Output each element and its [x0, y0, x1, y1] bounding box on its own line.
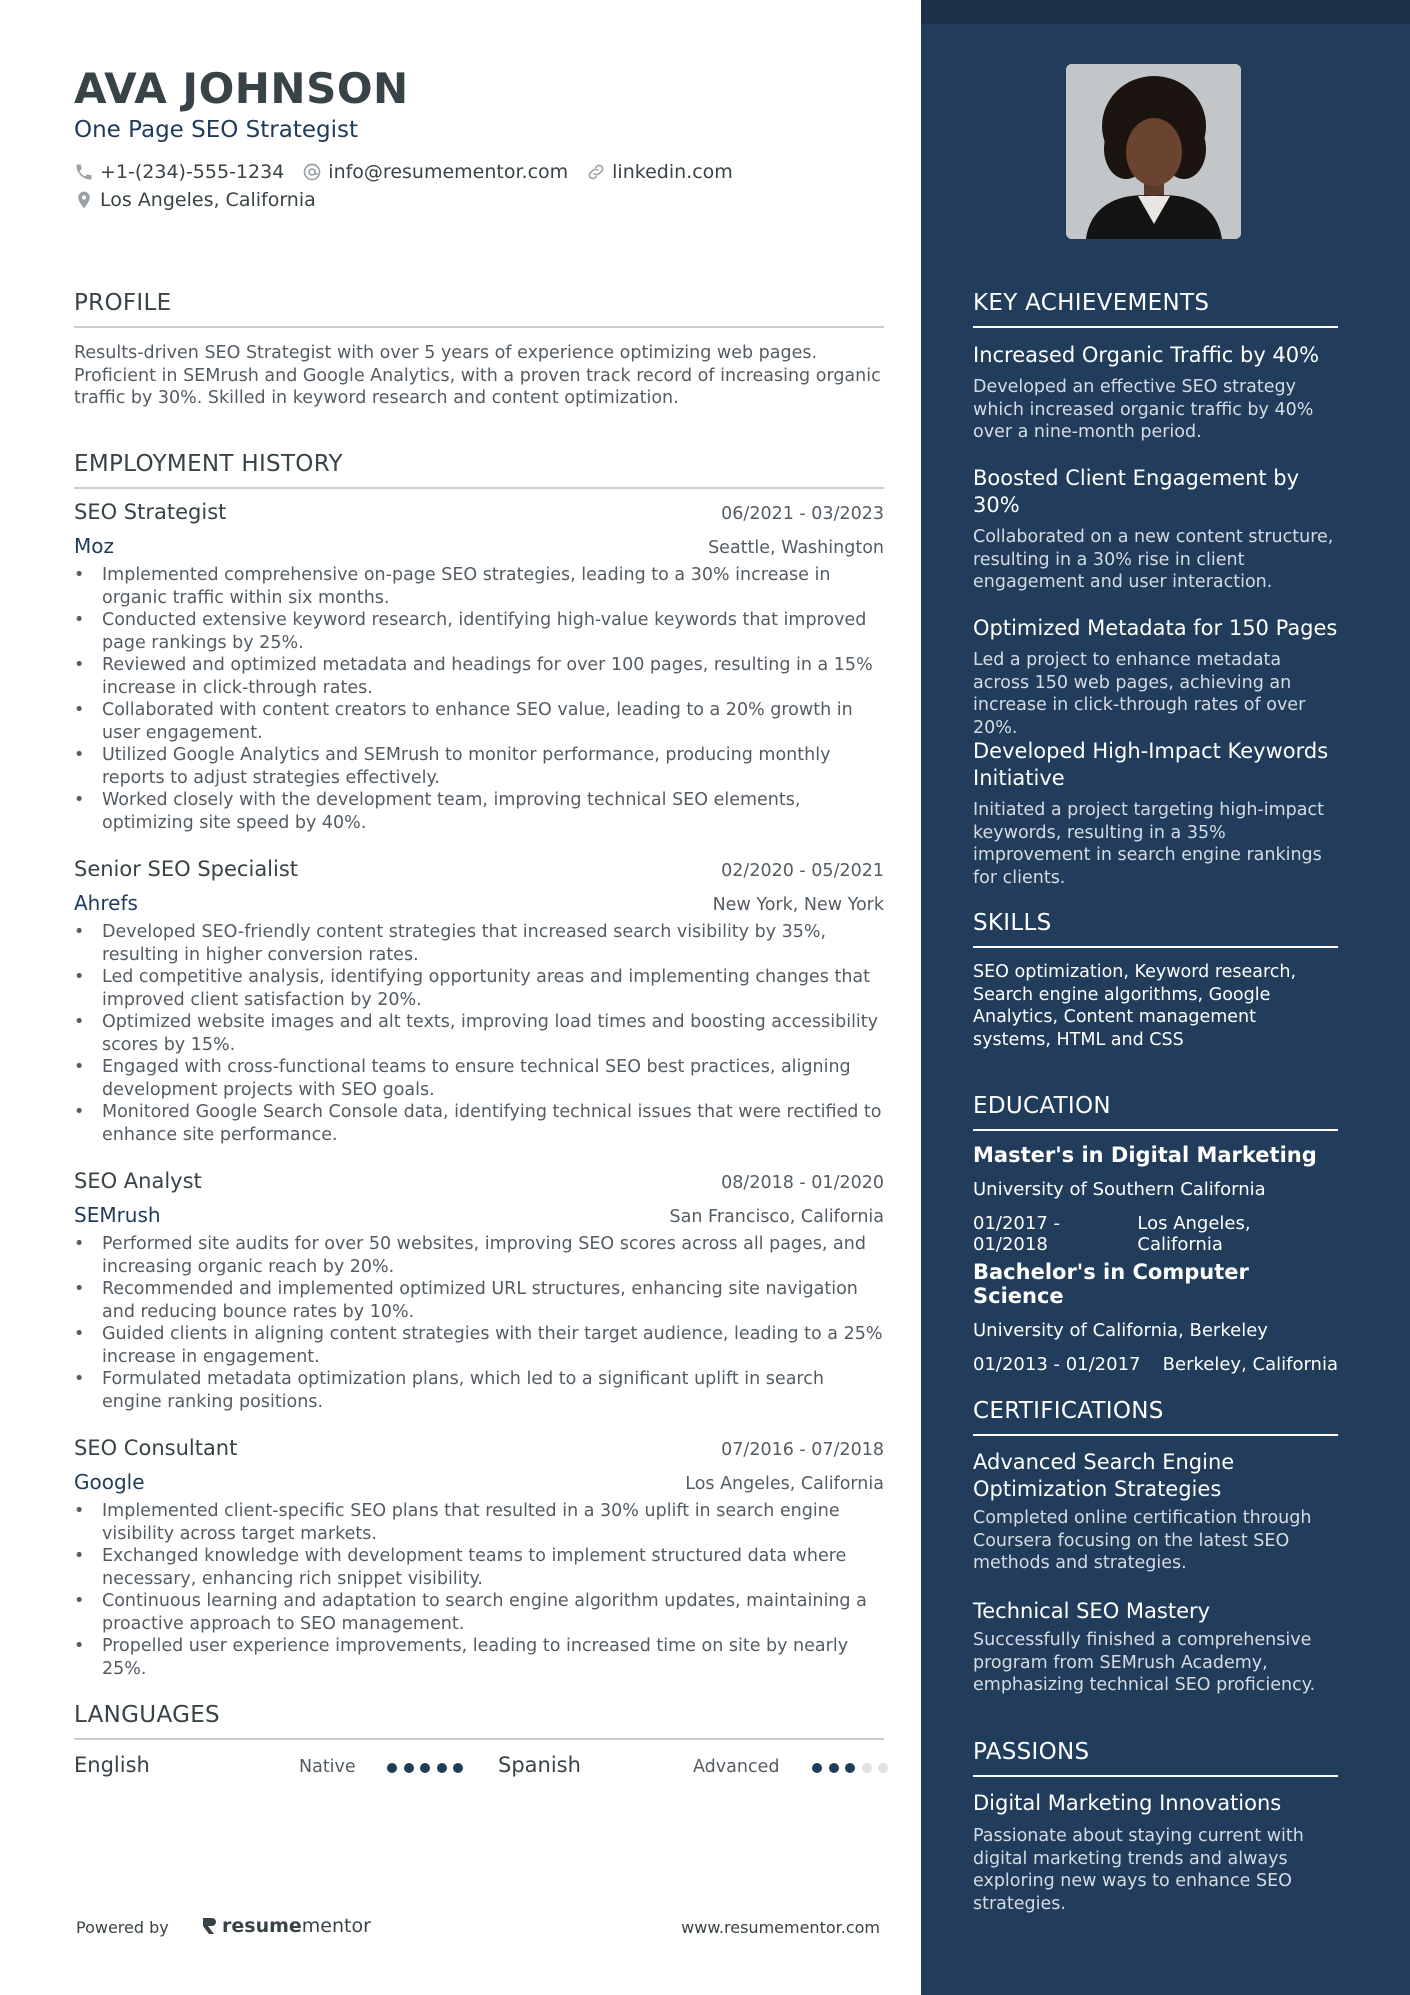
education-school: University of California, Berkeley: [973, 1320, 1268, 1341]
job-bullets: [74, 1233, 884, 1413]
education-degree: Bachelor's in Computer Science: [973, 1260, 1249, 1308]
logo-text-light: mentor: [301, 1915, 371, 1937]
passion-desc: Passionate about staying current with digital marketing trends and always exploring new ways to enhance SEO strategies.: [973, 1826, 1304, 1914]
certification-item: [973, 1598, 1338, 1697]
achievement-desc: Developed an effective SEO strategy which increased organic traffic by 40% over a nine-month period.: [973, 377, 1314, 442]
rating-dot-filled: [812, 1763, 822, 1773]
rating-dot-filled: [845, 1763, 855, 1773]
skills-heading: SKILLS: [973, 910, 1338, 948]
bullet-item: • Implemented client-specific SEO plans that resulted in a 30% uplift in search engine visibility across target markets.: [74, 1500, 884, 1545]
job-bullets: [74, 564, 884, 834]
bullet-item: • Implemented comprehensive on-page SEO strategies, leading to a 30% increase in organic traffic within six months.: [74, 564, 884, 609]
job-company: Ahrefs: [74, 891, 138, 915]
rating-dot-filled: [387, 1763, 397, 1773]
education-dates: 01/2013 - 01/2017: [973, 1354, 1141, 1375]
bullet-item: • Utilized Google Analytics and SEMrush to monitor performance, producing monthly reports to adjust strategies effectively.: [74, 744, 884, 789]
bullet-item: • Exchanged knowledge with development teams to implement structured data where necessary, enhancing rich snippet visibility.: [74, 1545, 884, 1590]
education-item: [973, 1143, 1338, 1255]
achievement-item: [973, 615, 1338, 739]
logo-text-bold: resume: [222, 1915, 302, 1937]
certification-desc: Completed online certification through Coursera focusing on the latest SEO methods and strategies.: [973, 1508, 1312, 1573]
job-company: Moz: [74, 534, 114, 558]
certification-title: Technical SEO Mastery: [973, 1599, 1211, 1623]
passions-heading: PASSIONS: [973, 1739, 1338, 1777]
achievement-desc: Initiated a project targeting high-impact keywords, resulting in a 35% improvement in search engine rankings for clients.: [973, 800, 1324, 888]
location-pin-icon: [74, 190, 94, 210]
job-entry: [74, 1169, 884, 1413]
job-dates: 06/2021 - 03/2023: [721, 504, 884, 524]
job-title: Senior SEO Specialist: [74, 857, 299, 881]
bullet-item: • Continuous learning and adaptation to search engine algorithm updates, maintaining a proactive approach to SEO management.: [74, 1590, 884, 1635]
job-title: SEO Strategist: [74, 500, 227, 524]
achievement-title: Developed High-Impact Keywords Initiative: [973, 739, 1329, 790]
job-location: New York, New York: [712, 895, 884, 915]
achievement-title: Increased Organic Traffic by 40%: [973, 343, 1320, 367]
job-entry: [74, 1436, 884, 1680]
achievement-title: Optimized Metadata for 150 Pages: [973, 616, 1338, 640]
skills-text: SEO optimization, Keyword research, Search engine algorithms, Google Analytics, Content management systems, HTML and CSS: [973, 962, 1297, 1050]
sidebar: [921, 0, 1410, 1995]
bullet-item: • Developed SEO-friendly content strategies that increased search visibility by 35%, resulting in higher conversion rates.: [74, 921, 884, 966]
candidate-name: AVA JOHNSON: [74, 64, 409, 113]
job-title: SEO Analyst: [74, 1169, 202, 1193]
logo-mark-icon: [200, 1916, 218, 1936]
bullet-item: • Led competitive analysis, identifying opportunity areas and implementing changes that improved client satisfaction by 20%.: [74, 966, 884, 1011]
bullet-item: • Recommended and implemented optimized URL structures, enhancing site navigation and reducing bounce rates by 10%.: [74, 1278, 884, 1323]
certifications-heading: CERTIFICATIONS: [973, 1398, 1338, 1436]
passion-title: Digital Marketing Innovations: [973, 1791, 1282, 1815]
email-text: info@resumementor.com: [328, 161, 569, 183]
achievement-item: [973, 738, 1338, 889]
language-level: Native: [299, 1757, 356, 1777]
link-icon: [586, 162, 606, 182]
achievement-item: [973, 342, 1338, 444]
location-item: [74, 189, 316, 211]
linkedin-text: linkedin.com: [612, 161, 733, 183]
portrait-image: [1066, 64, 1241, 239]
languages-heading: LANGUAGES: [74, 1702, 884, 1740]
job-entry: [74, 857, 884, 1146]
languages-row: [74, 1753, 884, 1783]
achievement-title: Boosted Client Engagement by 30%: [973, 466, 1300, 517]
footer-website[interactable]: www.resumementor.com: [681, 1918, 880, 1937]
rating-dot-filled: [437, 1763, 447, 1773]
powered-by-text: Powered by: [76, 1918, 169, 1937]
bullet-item: • Performed site audits for over 50 websites, improving SEO scores across all pages, and increasing organic reach by 20%.: [74, 1233, 884, 1278]
language-name: English: [74, 1753, 150, 1777]
bullet-item: • Engaged with cross-functional teams to ensure technical SEO best practices, aligning development projects with SEO goals.: [74, 1056, 884, 1101]
language-level: Advanced: [693, 1757, 780, 1777]
rating-dot-filled: [404, 1763, 414, 1773]
job-location: Seattle, Washington: [708, 538, 884, 558]
language-rating: [812, 1763, 895, 1773]
job-dates: 02/2020 - 05/2021: [721, 861, 884, 881]
rating-dot-empty: [862, 1763, 872, 1773]
contact-phone: [74, 161, 284, 183]
contact-email[interactable]: [302, 161, 568, 183]
bullet-item: • Reviewed and optimized metadata and headings for over 100 pages, resulting in a 15% increase in click-through rates.: [74, 654, 884, 699]
language-rating: [387, 1763, 470, 1773]
job-bullets: [74, 921, 884, 1146]
education-item: [973, 1260, 1338, 1375]
contact-row: [74, 161, 751, 183]
employment-heading: EMPLOYMENT HISTORY: [74, 451, 884, 489]
resumementor-logo[interactable]: [200, 1915, 371, 1937]
achievement-item: [973, 465, 1338, 594]
certification-item: [973, 1449, 1338, 1575]
bullet-item: • Conducted extensive keyword research, identifying high-value keywords that improved page rankings by 25%.: [74, 609, 884, 654]
job-location: San Francisco, California: [669, 1207, 884, 1227]
bullet-item: • Guided clients in aligning content strategies with their target audience, leading to a 25% increase in engagement.: [74, 1323, 884, 1368]
bullet-item: • Collaborated with content creators to enhance SEO value, leading to a 20% growth in user engagement.: [74, 699, 884, 744]
candidate-title: One Page SEO Strategist: [74, 117, 359, 143]
job-bullets: [74, 1500, 884, 1680]
education-degree: Master's in Digital Marketing: [973, 1143, 1317, 1167]
rating-dot-filled: [453, 1763, 463, 1773]
job-dates: 07/2016 - 07/2018: [721, 1440, 884, 1460]
achievement-desc: Collaborated on a new content structure, resulting in a 30% rise in client engagement and user interaction.: [973, 527, 1334, 592]
job-location: Los Angeles, California: [685, 1474, 884, 1494]
contact-linkedin[interactable]: [586, 161, 733, 183]
job-dates: 08/2018 - 01/2020: [721, 1173, 884, 1193]
education-dates: 01/2017 - 01/2018: [973, 1213, 1060, 1255]
education-school: University of Southern California: [973, 1179, 1266, 1200]
job-company: Google: [74, 1470, 145, 1494]
bullet-item: • Monitored Google Search Console data, identifying technical issues that were rectified to enhance site performance.: [74, 1101, 884, 1146]
profile-heading: PROFILE: [74, 290, 884, 328]
bullet-item: • Propelled user experience improvements, leading to increased time on site by nearly 25%.: [74, 1635, 884, 1680]
sidebar-top-band: [921, 0, 1410, 24]
rating-dot-empty: [878, 1763, 888, 1773]
profile-photo: [1066, 64, 1241, 239]
certification-desc: Successfully finished a comprehensive program from SEMrush Academy, emphasizing technical SEO proficiency.: [973, 1630, 1316, 1695]
profile-text: Results-driven SEO Strategist with over 5 years of experience optimizing web pages. Proficient in SEMrush and Google Analytics, with a proven track record of increasing organic traffic by 30%. Skilled in keyword research and content optimization.: [74, 343, 881, 408]
job-entry: [74, 500, 884, 834]
phone-text: +1-(234)-555-1234: [100, 161, 285, 183]
job-title: SEO Consultant: [74, 1436, 238, 1460]
achievements-heading: KEY ACHIEVEMENTS: [973, 290, 1338, 328]
at-icon: [302, 162, 322, 182]
bullet-item: • Worked closely with the development team, improving technical SEO elements, optimizing site speed by 40%.: [74, 789, 884, 834]
phone-icon: [74, 162, 94, 182]
language-name: Spanish: [498, 1753, 581, 1777]
certification-title: Advanced Search Engine Optimization Strategies: [973, 1450, 1235, 1501]
rating-dot-filled: [829, 1763, 839, 1773]
rating-dot-filled: [420, 1763, 430, 1773]
footer: [76, 1915, 880, 1945]
education-location: Berkeley, California: [1162, 1354, 1338, 1375]
contact-location: [74, 189, 334, 211]
education-location: Los Angeles, California: [1137, 1213, 1251, 1255]
passion-item: [973, 1790, 1338, 1915]
achievement-desc: Led a project to enhance metadata across 150 web pages, achieving an increase in click-through rates of over 20%.: [973, 650, 1306, 738]
education-heading: EDUCATION: [973, 1093, 1338, 1131]
job-company: SEMrush: [74, 1203, 161, 1227]
bullet-item: • Formulated metadata optimization plans, which led to a significant uplift in search engine ranking positions.: [74, 1368, 884, 1413]
bullet-item: • Optimized website images and alt texts, improving load times and boosting accessibility scores by 15%.: [74, 1011, 884, 1056]
location-text: Los Angeles, California: [100, 189, 316, 211]
